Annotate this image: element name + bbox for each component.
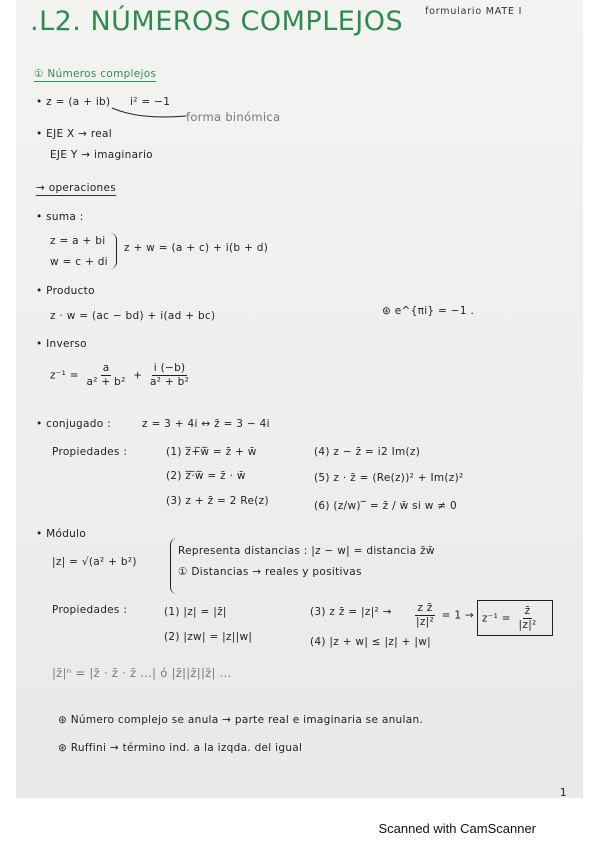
page-subtitle: formulario MATE I xyxy=(425,6,523,17)
modulus-lhs: |z| = xyxy=(52,556,79,568)
note-ruffini: ⊛ Ruffini → término ind. a la izqda. del igual xyxy=(58,742,303,754)
scanner-footer-text: Scanned with CamScanner xyxy=(378,821,536,836)
modulus-prop-3: (3) z z̄ = |z|² → xyxy=(310,606,392,618)
modulus-power-line: |z̄|ⁿ = |z̄ · z̄ · z̄ ...| ó |z̄||z̄||z̄| ... xyxy=(52,666,232,680)
boxed-num: z̄ xyxy=(523,605,533,619)
inverse-fraction-real xyxy=(85,362,128,389)
page-title: .L2. NÚMEROS COMPLEJOS xyxy=(30,6,404,37)
modulus-formula xyxy=(52,556,137,568)
conjugate-example: z = 3 + 4i ↔ z̄ = 3 − 4i xyxy=(142,418,270,430)
inverse-modulus-formula xyxy=(482,605,541,632)
modulus-frac-eq: = 1 → xyxy=(441,609,475,622)
conjugate-prop-6: (6) (z/w)‾ = z̄ / w̄ si w ≠ 0 xyxy=(314,500,457,512)
conjugate-prop-1: (1) z̅+̅w̅ = z̄ + w̄ xyxy=(166,446,257,458)
modulus-frac-den: |z|² xyxy=(416,616,434,629)
page-number: 1 xyxy=(559,786,567,799)
binomic-arrow-curve xyxy=(110,104,190,122)
section-heading-complex-numbers: ① Números complejos xyxy=(34,68,157,80)
i-squared: i² = −1 xyxy=(130,96,171,108)
modulus-label: • Módulo xyxy=(36,528,87,540)
modulus-prop-3-fraction xyxy=(412,602,474,629)
conjugate-prop-2: (2) z̅·̅w̅ = z̄ · w̄ xyxy=(166,470,246,482)
conjugate-prop-4: (4) z − z̄ = i2 Im(z) xyxy=(314,446,421,458)
binomic-label: forma binómica xyxy=(186,110,281,124)
conjugate-prop-3: (3) z + z̄ = 2 Re(z) xyxy=(166,495,269,507)
binomic-formula: • z = (a + ib) xyxy=(36,96,111,108)
sum-z-def: z = a + bi xyxy=(50,235,106,247)
inverse-lhs: z⁻¹ = xyxy=(50,369,79,382)
boxed-den: |z|² xyxy=(518,619,537,632)
axis-y-note: EJE Y → imaginario xyxy=(50,149,153,161)
sum-result: z + w = (a + c) + i(b + d) xyxy=(124,242,269,254)
modulus-prop-4: (4) |z + w| ≤ |z| + |w| xyxy=(310,636,431,648)
product-result: z · w = (ac − bd) + i(ad + bc) xyxy=(50,310,216,322)
inverse-frac1-den: a² + b² xyxy=(86,376,126,389)
inverse-plus: + xyxy=(133,369,143,382)
modulus-props-label: Propiedades : xyxy=(52,604,128,616)
inverse-fraction-imag xyxy=(148,362,191,389)
modulus-brace xyxy=(170,538,177,594)
scanner-footer xyxy=(0,818,599,837)
operations-heading: → operaciones xyxy=(36,182,117,194)
modulus-note-positive: ① Distancias → reales y positivas xyxy=(178,566,362,578)
inverse-frac2-den: a² + b² xyxy=(150,376,190,389)
modulus-frac-num: z z̄ xyxy=(415,602,434,616)
modulus-prop-2: (2) |zw| = |z||w| xyxy=(164,631,253,643)
euler-identity: ⊛ e^{πi} = −1 . xyxy=(382,305,475,317)
inverse-label: • Inverso xyxy=(36,338,87,350)
conjugate-props-label: Propiedades : xyxy=(52,446,128,458)
sum-brace xyxy=(110,233,117,269)
modulus-prop-1: (1) |z| = |z̄| xyxy=(164,606,227,618)
sum-w-def: w = c + di xyxy=(50,256,108,268)
conjugate-prop-5: (5) z · z̄ = (Re(z))² + Im(z)² xyxy=(314,472,464,484)
product-label: • Producto xyxy=(36,285,95,297)
inverse-frac1-num: a xyxy=(101,362,112,376)
boxed-lhs: z⁻¹ = xyxy=(482,612,511,625)
inverse-formula xyxy=(50,362,193,389)
modulus-note-distance: Representa distancias : |z − w| = distancia z̄w̄ xyxy=(178,545,435,557)
note-complex-zero: ⊛ Número complejo se anula → parte real e imaginaria se anulan. xyxy=(58,714,424,726)
axis-x-note: • EJE X → real xyxy=(36,128,112,140)
modulus-rhs: √(a² + b²) xyxy=(81,556,137,568)
conjugate-label: • conjugado : xyxy=(36,418,111,430)
sum-label: • suma : xyxy=(36,211,84,223)
inverse-frac2-num: i (−b) xyxy=(152,362,188,376)
